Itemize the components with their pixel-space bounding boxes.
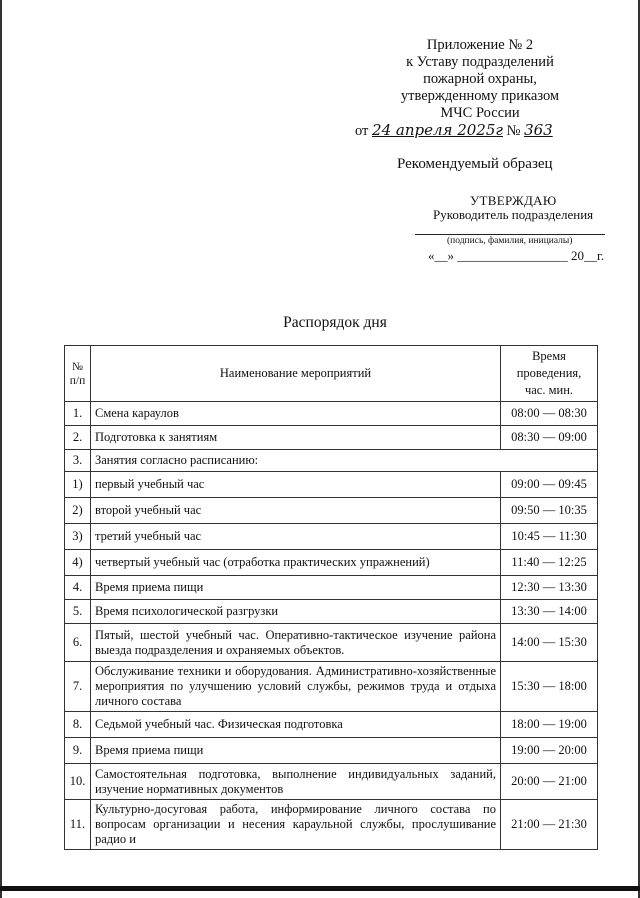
- row-num: 6.: [65, 624, 91, 662]
- table-row: [65, 550, 598, 576]
- row-num: 1.: [65, 402, 91, 426]
- row-activity: Время психологической разгрузки: [91, 600, 501, 624]
- row-time: 14:00 — 15:30: [501, 624, 598, 662]
- approval-date-line: «__» _________________ 20__г.: [428, 248, 605, 263]
- table-header-row: [65, 346, 598, 402]
- table-row: [65, 662, 598, 712]
- row-time: 13:30 — 14:00: [501, 600, 598, 624]
- order-number-sign: №: [506, 123, 521, 139]
- appendix-block: [360, 37, 600, 122]
- table-row: [65, 450, 598, 472]
- row-time: 20:00 — 21:00: [501, 764, 598, 800]
- appendix-line: к Уставу подразделений: [406, 54, 554, 70]
- appendix-line: Приложение № 2: [426, 37, 534, 53]
- scan-edge-left: [0, 0, 2, 898]
- approve-title: УТВЕРЖДАЮ: [470, 193, 557, 208]
- recommended-sample-label: Рекомендуемый образец: [397, 156, 553, 172]
- row-activity: Седьмой учебный час. Физическая подготовка: [91, 712, 501, 738]
- header-num: № п/п: [65, 346, 91, 402]
- approver-position: Руководитель подразделения: [433, 207, 594, 222]
- schedule-table: [64, 345, 598, 850]
- header-name: Наименование мероприятий: [91, 346, 501, 402]
- row-activity: Время приема пищи: [91, 576, 501, 600]
- row-time: 09:50 — 10:35: [501, 498, 598, 524]
- row-time: 08:30 — 09:00: [501, 426, 598, 450]
- table-row: [65, 600, 598, 624]
- row-activity: третий учебный час: [91, 524, 501, 550]
- row-activity: Самостоятельная подготовка, выполнение индивидуальных заданий, изучение нормативных документов: [91, 764, 501, 800]
- table-row: [65, 402, 598, 426]
- row-activity: Занятия согласно расписанию:: [91, 450, 598, 472]
- header-time: Время проведения, час. мин.: [501, 346, 598, 402]
- row-num: 10.: [65, 764, 91, 800]
- table-row: [65, 764, 598, 800]
- table-row: [65, 738, 598, 764]
- page-title: Распорядок дня: [283, 314, 387, 331]
- row-num: 2): [65, 498, 91, 524]
- row-time: 15:30 — 18:00: [501, 662, 598, 712]
- row-num: 8.: [65, 712, 91, 738]
- row-activity: Время приема пищи: [91, 738, 501, 764]
- order-line: [355, 121, 553, 140]
- row-num: 1): [65, 472, 91, 498]
- table-body: [65, 402, 598, 850]
- table-row: [65, 624, 598, 662]
- row-num: 5.: [65, 600, 91, 624]
- row-time: 08:00 — 08:30: [501, 402, 598, 426]
- table-row: [65, 426, 598, 450]
- row-activity: Пятый, шестой учебный час. Оперативно-тактическое изучение района выезда подразделения и охраняемых объектов.: [91, 624, 501, 662]
- row-time: 18:00 — 19:00: [501, 712, 598, 738]
- signature-caption: (подпись, фамилия, инициалы): [447, 236, 573, 246]
- table-row: [65, 800, 598, 850]
- table-row: [65, 712, 598, 738]
- order-date-handwritten: 24 апреля 2025г: [372, 121, 503, 139]
- row-activity: Культурно-досуговая работа, информирование личного состава по вопросам организации и несения караульной службы, прослушивание радио и: [91, 800, 501, 850]
- appendix-line: пожарной охраны,: [423, 71, 537, 87]
- row-activity: второй учебный час: [91, 498, 501, 524]
- table-row: [65, 472, 598, 498]
- row-activity: Обслуживание техники и оборудования. Административно-хозяйственные мероприятия по улучшению условий службы, режимов труда и отдыха личного состава: [91, 662, 501, 712]
- row-num: 11.: [65, 800, 91, 850]
- row-time: 21:00 — 21:30: [501, 800, 598, 850]
- appendix-line: утвержденному приказом: [400, 88, 560, 104]
- appendix-line: МЧС России: [440, 105, 520, 121]
- signature-line: [415, 234, 605, 235]
- row-activity: Смена караулов: [91, 402, 501, 426]
- row-num: 7.: [65, 662, 91, 712]
- order-number-handwritten: 363: [524, 121, 553, 139]
- row-activity: Подготовка к занятиям: [91, 426, 501, 450]
- scan-bottom-edge: [0, 886, 640, 891]
- row-activity: первый учебный час: [91, 472, 501, 498]
- row-time: 09:00 — 09:45: [501, 472, 598, 498]
- row-time: 11:40 — 12:25: [501, 550, 598, 576]
- row-num: 9.: [65, 738, 91, 764]
- row-num: 4): [65, 550, 91, 576]
- row-time: 19:00 — 20:00: [501, 738, 598, 764]
- table-row: [65, 576, 598, 600]
- row-num: 4.: [65, 576, 91, 600]
- table-row: [65, 498, 598, 524]
- row-activity: четвертый учебный час (отработка практических упражнений): [91, 550, 501, 576]
- order-prefix: от: [355, 123, 369, 139]
- table-row: [65, 524, 598, 550]
- row-num: 2.: [65, 426, 91, 450]
- row-time: 10:45 — 11:30: [501, 524, 598, 550]
- row-num: 3): [65, 524, 91, 550]
- row-time: 12:30 — 13:30: [501, 576, 598, 600]
- row-num: 3.: [65, 450, 91, 472]
